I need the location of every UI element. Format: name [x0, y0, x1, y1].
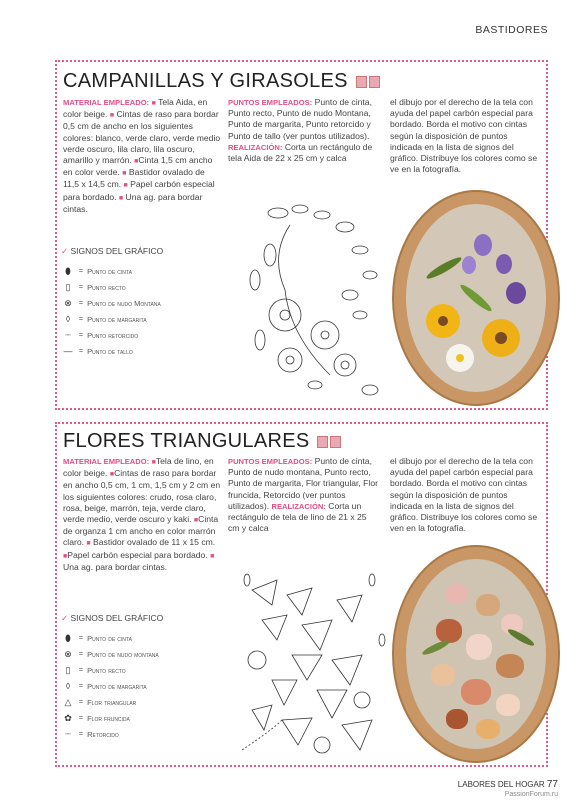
triangle-flower-icon: △ [64, 696, 72, 707]
project-title-1: CAMPANILLAS Y GIRASOLES [63, 70, 380, 93]
materials-column-2: MATERIAL EMPLEADO: ■Tela de lino, en color beige. ■Cintas de raso para bordar en ancho 0,5 cm, 1 cm, 1,5 cm y 2 cm en los siguientes colores: crudo, rosa claro, rosa, beige, marrón, teja, verde claro, verde medio, verde oscuro y kaki. ■Cinta de organza 1 cm ancho en color marrón claro. ■ Bastidor ovalado de 11 x 15 cm. ■Papel carbón especial para bordado. ■ Una ag. para bordar cintas. [63, 456, 221, 572]
ribbon-stitch-icon: ⬮ [65, 632, 71, 643]
project-title-2: FLORES TRIANGULARES [63, 430, 341, 453]
knot-stitch-icon: ⊗ [64, 648, 72, 659]
knot-stitch-icon: ⊗ [64, 297, 72, 308]
stem-stitch-icon: — [63, 346, 73, 356]
twisted-stitch-icon: ┈ [65, 329, 71, 340]
legend-1: ✓ SIGNOS DEL GRÁFICO ⬮ = Punto de cinta ▯ = Punto recto ⊗ = Punto de nudo Montana ◊ = Punto de margarita ┈ = Punto retorcido — = Punto de tallo [61, 246, 164, 356]
section-tag: BASTIDORES [475, 24, 548, 36]
stitches-column-1: PUNTOS EMPLEADOS: Punto de cinta, Punto recto, Punto de nudo Montana, Punto de margarita, Punto retorcido y Punto de tallo (ver puntos utilizados). REALIZACIÓN: Corta un rectángulo de tela Aida de 22 x 25 cm y calca [228, 97, 373, 164]
instructions-column-2: el dibujo por el derecho de la tela con ayuda del papel carbón especial para bordado. Borda el motivo con cintas según la disposición de puntos indicada en la lista de signos del gráfico. Distribuye los colores como se ven en la fotografía. [390, 456, 538, 534]
straight-stitch-icon: ▯ [65, 281, 71, 292]
daisy-stitch-icon: ◊ [65, 681, 71, 691]
embroidery-photo-1 [392, 190, 560, 406]
legend-2: ✓ SIGNOS DEL GRÁFICO ⬮ = Punto de cinta ⊗ = Punto de nudo montana ▯ = Punto recto ◊ = Punto de margarita △ = Flor triangular ✿ = Flor fruncida ┈ = Retorcido [61, 613, 164, 739]
stitches-column-2: PUNTOS EMPLEADOS: Punto de cinta, Punto de nudo montana, Punto recto, Punto de margarita, Flor triangular, Flor fruncida, Retorcido (ver puntos utilizados). REALIZACIÓN: Corta un rectángulo de tela de lino de 21 x 25 cm y calca [228, 456, 378, 534]
twisted-stitch-icon: ┈ [65, 728, 71, 739]
page-number: 77 [546, 779, 558, 790]
pattern-diagram-1 [230, 195, 395, 405]
materials-column-1: MATERIAL EMPLEADO: ■ Tela Aida, en color beige. ■ Cintas de raso para bordar 0,5 cm de ancho en los siguientes colores: blanco, verde claro, verde medio verde oscuro, lila claro, lila oscuro, amarillo y marrón. ■Cinta 1,5 cm ancho en color verde. ■ Bastidor ovalado de 11,5 x 14,5 cm. ■ Papel carbón especial para bordado. ■ Una ag. para bordar cintas. [63, 97, 221, 214]
watermark: PassionForum.ru [504, 791, 558, 798]
straight-stitch-icon: ▯ [65, 664, 71, 675]
gathered-flower-icon: ✿ [64, 712, 72, 723]
pattern-diagram-2 [232, 560, 397, 770]
daisy-stitch-icon: ◊ [65, 314, 71, 324]
embroidery-photo-2 [392, 545, 560, 763]
instructions-column-1: el dibujo por el derecho de la tela con ayuda del papel carbón especial para bordado. Borda el motivo con cintas según la disposición de puntos indicada en la lista de signos del gráfico. Distribuye los colores como se ve en la fotografía. [390, 97, 538, 175]
page-footer: LABORES DEL HOGAR 77 [457, 779, 558, 790]
ribbon-stitch-icon: ⬮ [65, 265, 71, 276]
